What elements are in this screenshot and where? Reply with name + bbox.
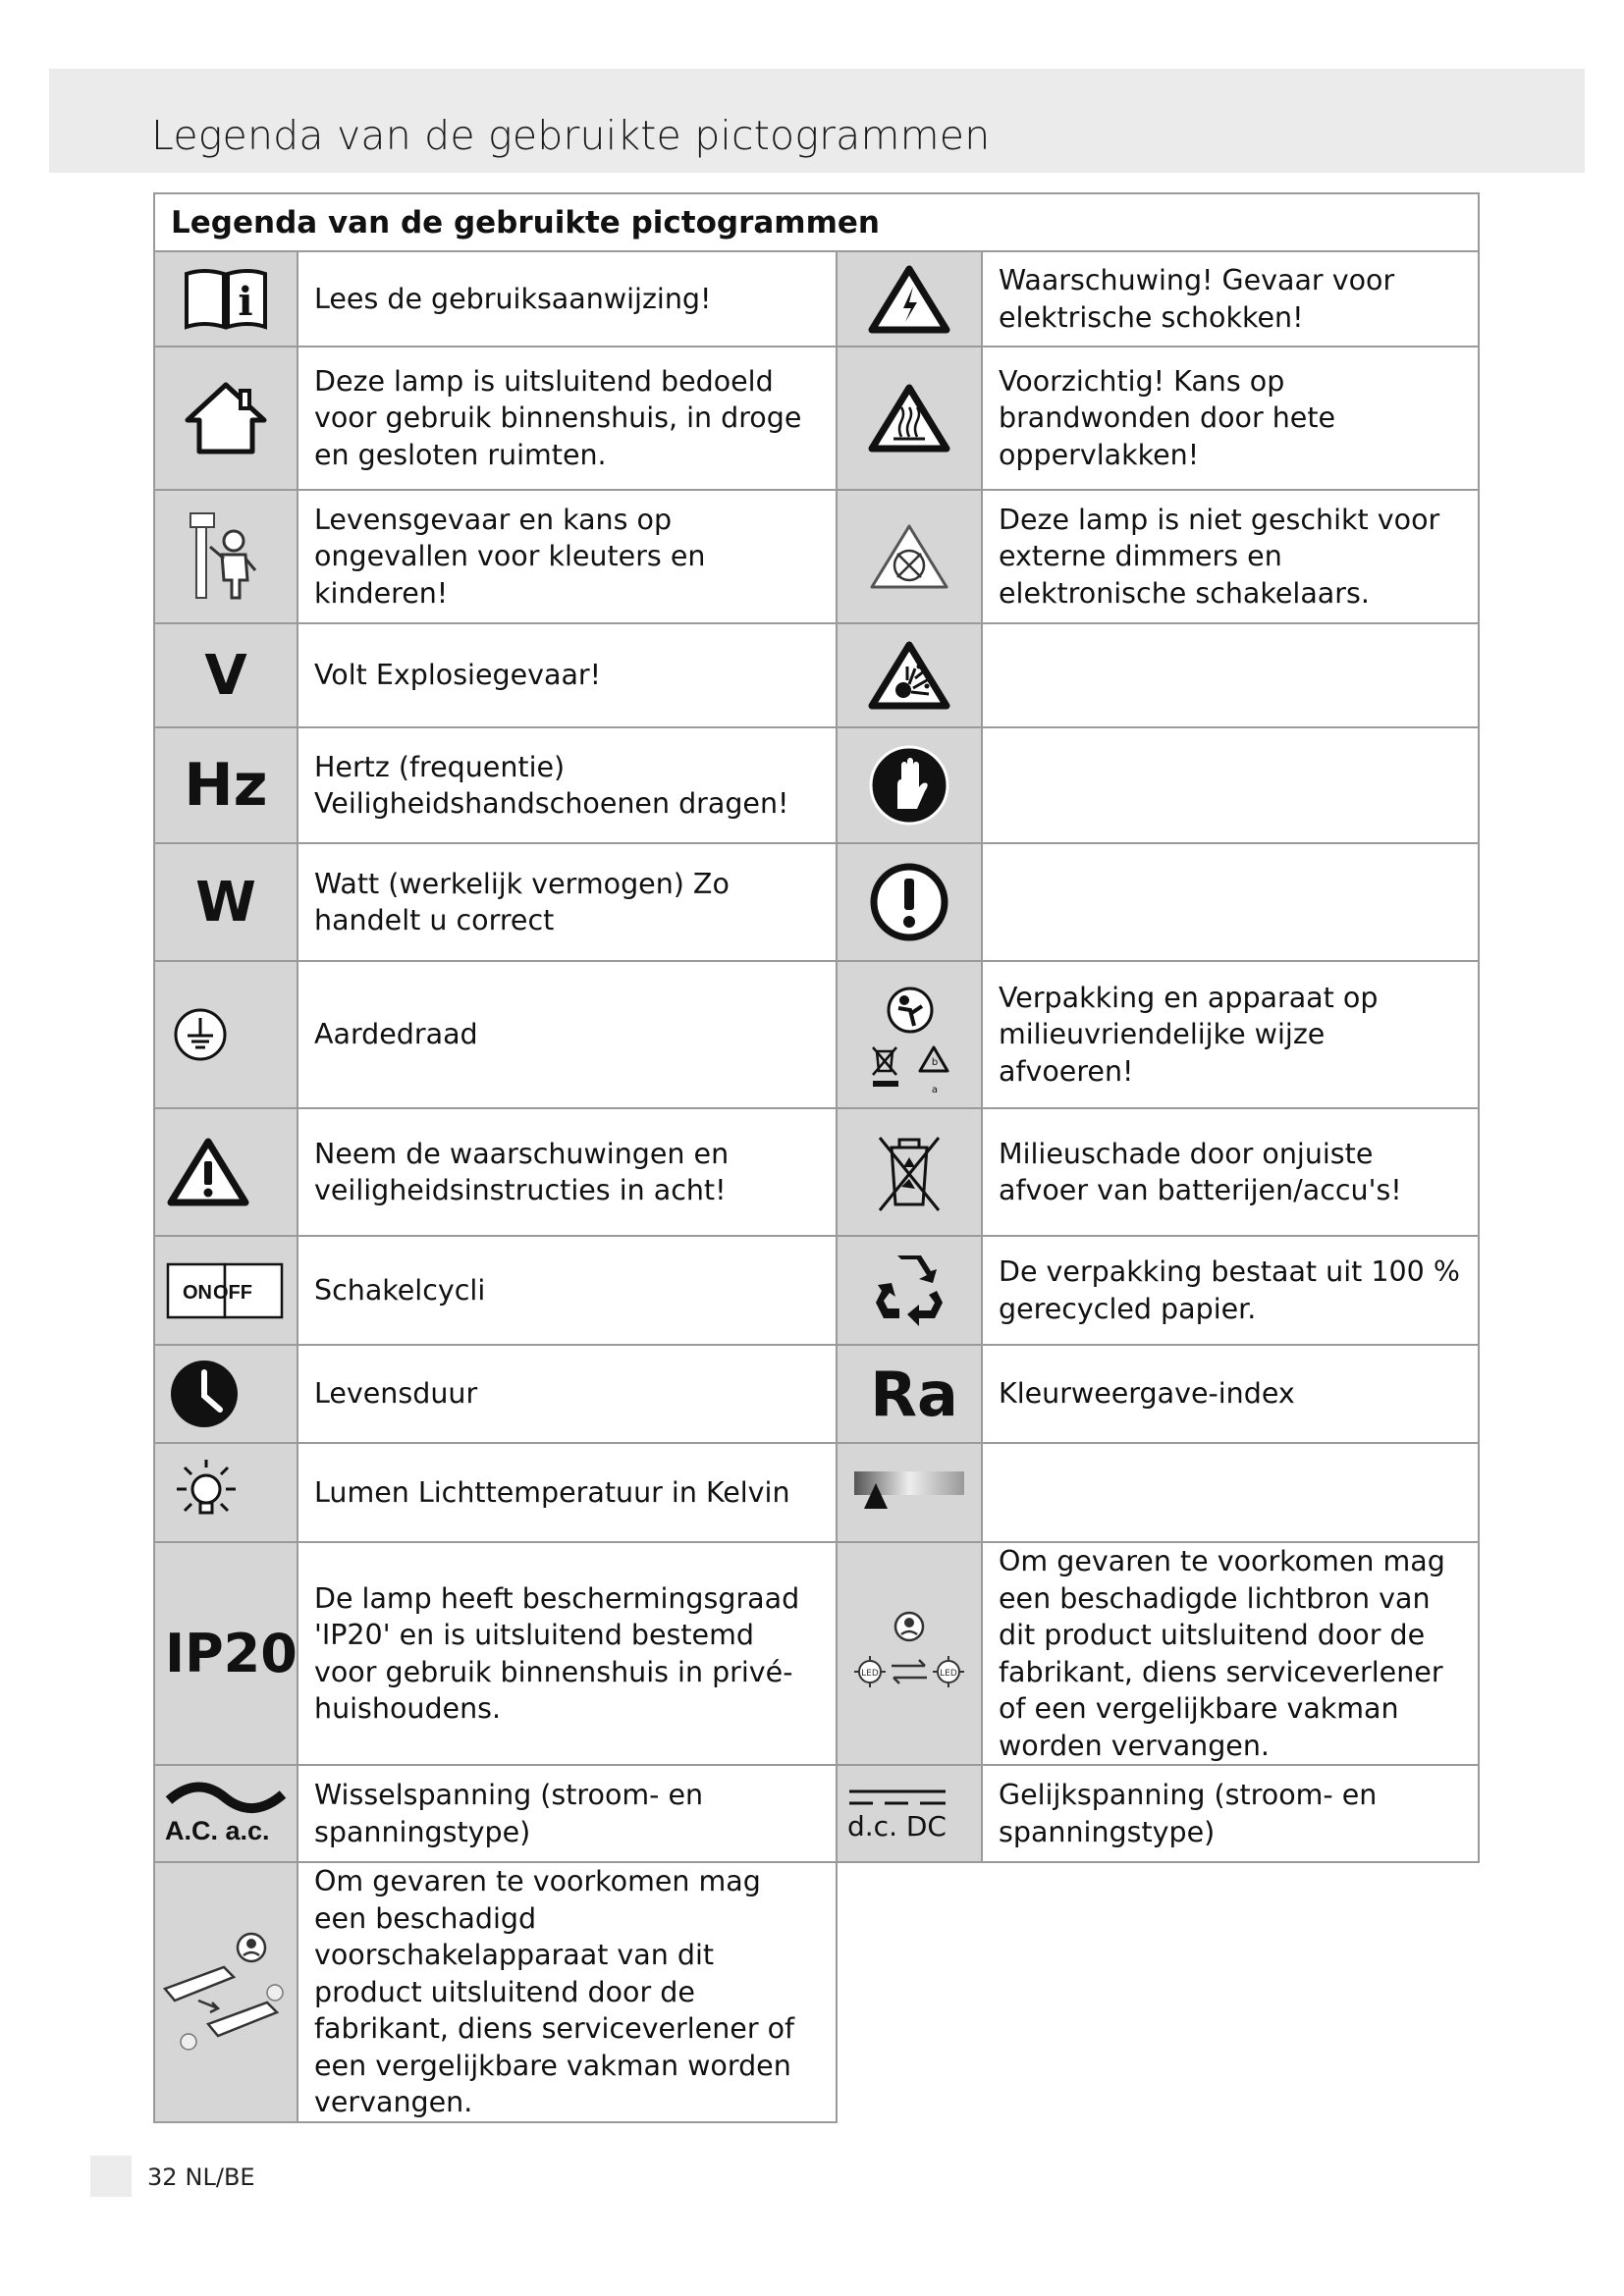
earth-ground-icon <box>154 961 298 1108</box>
legend-text: Neem de waarschuwingen en veiligheidsinstructies in acht! <box>298 1108 837 1236</box>
hertz-icon: Hz <box>154 727 298 843</box>
dc-label: d.c. DC <box>847 1810 947 1842</box>
legend-text: Verpakking en apparaat op milieuvriendelijke wijze afvoeren! <box>982 961 1479 1108</box>
table-row <box>154 347 1479 490</box>
legend-text <box>982 843 1479 961</box>
legend-text: Voorzichtig! Kans op brandwonden door hete oppervlakken! <box>982 347 1479 490</box>
legend-text: De verpakking bestaat uit 100 % gerecycled papier. <box>982 1236 1479 1345</box>
ac-label: A.C. a.c. <box>165 1816 270 1845</box>
legend-text: Volt Explosiegevaar! <box>298 623 837 727</box>
indoor-house-icon <box>154 347 298 490</box>
ra-icon: Ra <box>837 1345 982 1443</box>
legend-text: Levensduur <box>298 1345 837 1443</box>
legend-text: Wisselspanning (stroom- en spanningstype) <box>298 1765 837 1862</box>
table-row <box>154 1862 1479 2122</box>
table-row <box>154 1765 1479 1862</box>
warning-triangle-icon <box>154 1108 298 1236</box>
ballast-replace-icon <box>154 1862 298 2122</box>
table-row <box>154 1345 1479 1443</box>
electric-shock-warning-icon <box>837 251 982 347</box>
footer-box <box>90 2156 132 2197</box>
no-dimmer-icon <box>837 490 982 623</box>
legend-text: Levensgevaar en kans op ongevallen voor kleuters en kinderen! <box>298 490 837 623</box>
table-row <box>154 1542 1479 1765</box>
legend-text: Om gevaren te voorkomen mag een beschadigde lichtbron van dit product uitsluitend door de fabrikant, diens serviceverlener of een vergelijkbare vakman worden vervangen. <box>982 1542 1479 1765</box>
svg-text:LED: LED <box>940 1668 957 1679</box>
legend-text: Milieuschade door onjuiste afvoer van batterijen/accu's! <box>982 1108 1479 1236</box>
manual-info-icon <box>154 251 298 347</box>
svg-text:LED: LED <box>861 1668 879 1679</box>
legend-text: Hertz (frequentie) Veiligheidshandschoenen dragen! <box>298 727 837 843</box>
clock-icon <box>154 1345 298 1443</box>
table-row <box>154 1236 1479 1345</box>
recycled-paper-icon <box>837 1236 982 1345</box>
legend-text: Lees de gebruiksaanwijzing! <box>298 251 837 347</box>
watt-icon: W <box>154 843 298 961</box>
svg-text:ON: ON <box>183 1281 212 1304</box>
ac-icon <box>154 1765 298 1862</box>
legend-text: Deze lamp is uitsluitend bedoeld voor gebruik binnenshuis, in droge en gesloten ruimten. <box>298 347 837 490</box>
table-row <box>154 251 1479 347</box>
legend-text: Deze lamp is niet geschikt voor externe dimmers en elektronische schakelaars. <box>982 490 1479 623</box>
language-code: NL/BE <box>185 2163 255 2191</box>
safety-gloves-icon <box>837 727 982 843</box>
table-row <box>154 961 1479 1108</box>
legend-text: Aardedraad <box>298 961 837 1108</box>
legend-text: De lamp heeft beschermingsgraad 'IP20' en is uitsluitend bestemd voor gebruik binnenshuis in privé-huishoudens. <box>298 1542 837 1765</box>
svg-text:a: a <box>931 1085 939 1095</box>
dc-icon <box>837 1765 982 1862</box>
table-row <box>154 1443 1479 1542</box>
table-row <box>154 1108 1479 1236</box>
legend-text <box>982 623 1479 727</box>
svg-text:b: b <box>931 1057 939 1068</box>
legend-text: Watt (werkelijk vermogen) Zo handelt u correct <box>298 843 837 961</box>
legend-table <box>153 192 1480 2123</box>
hot-surface-warning-icon <box>837 347 982 490</box>
table-row <box>154 490 1479 623</box>
page-title: Legenda van de gebruikte pictogrammen <box>151 112 991 159</box>
legend-text: Kleurweergave-index <box>982 1345 1479 1443</box>
svg-text:i: i <box>238 278 253 325</box>
color-temperature-scale-icon <box>837 1443 982 1542</box>
legend-text <box>982 1443 1479 1542</box>
on-off-icon <box>154 1236 298 1345</box>
legend-text: Schakelcycli <box>298 1236 837 1345</box>
ip20-icon: IP20 <box>154 1542 298 1765</box>
svg-text:OFF: OFF <box>213 1281 252 1304</box>
table-row <box>154 623 1479 727</box>
explosion-warning-icon <box>837 623 982 727</box>
page-number: 32 <box>147 2163 178 2191</box>
table-row <box>154 727 1479 843</box>
legend-text <box>982 727 1479 843</box>
legend-text: Om gevaren te voorkomen mag een beschadigd voorschakelapparaat van dit product uitsluitend door de fabrikant, diens serviceverlener of een vergelijkbare vakman worden vervangen. <box>298 1862 837 2122</box>
recycle-disposal-icon <box>837 961 982 1108</box>
correct-handling-icon <box>837 843 982 961</box>
volt-icon: V <box>154 623 298 727</box>
lightbulb-icon <box>154 1443 298 1542</box>
led-replace-icon <box>837 1542 982 1765</box>
child-danger-icon <box>154 490 298 623</box>
legend-text: Lumen Lichttemperatuur in Kelvin <box>298 1443 837 1542</box>
footer <box>147 2163 263 2191</box>
legend-text: Waarschuwing! Gevaar voor elektrische schokken! <box>982 251 1479 347</box>
table-row <box>154 843 1479 961</box>
table-caption: Legenda van de gebruikte pictogrammen <box>154 193 1479 251</box>
legend-text: Gelijkspanning (stroom- en spanningstype) <box>982 1765 1479 1862</box>
crossed-bin-icon <box>837 1108 982 1236</box>
